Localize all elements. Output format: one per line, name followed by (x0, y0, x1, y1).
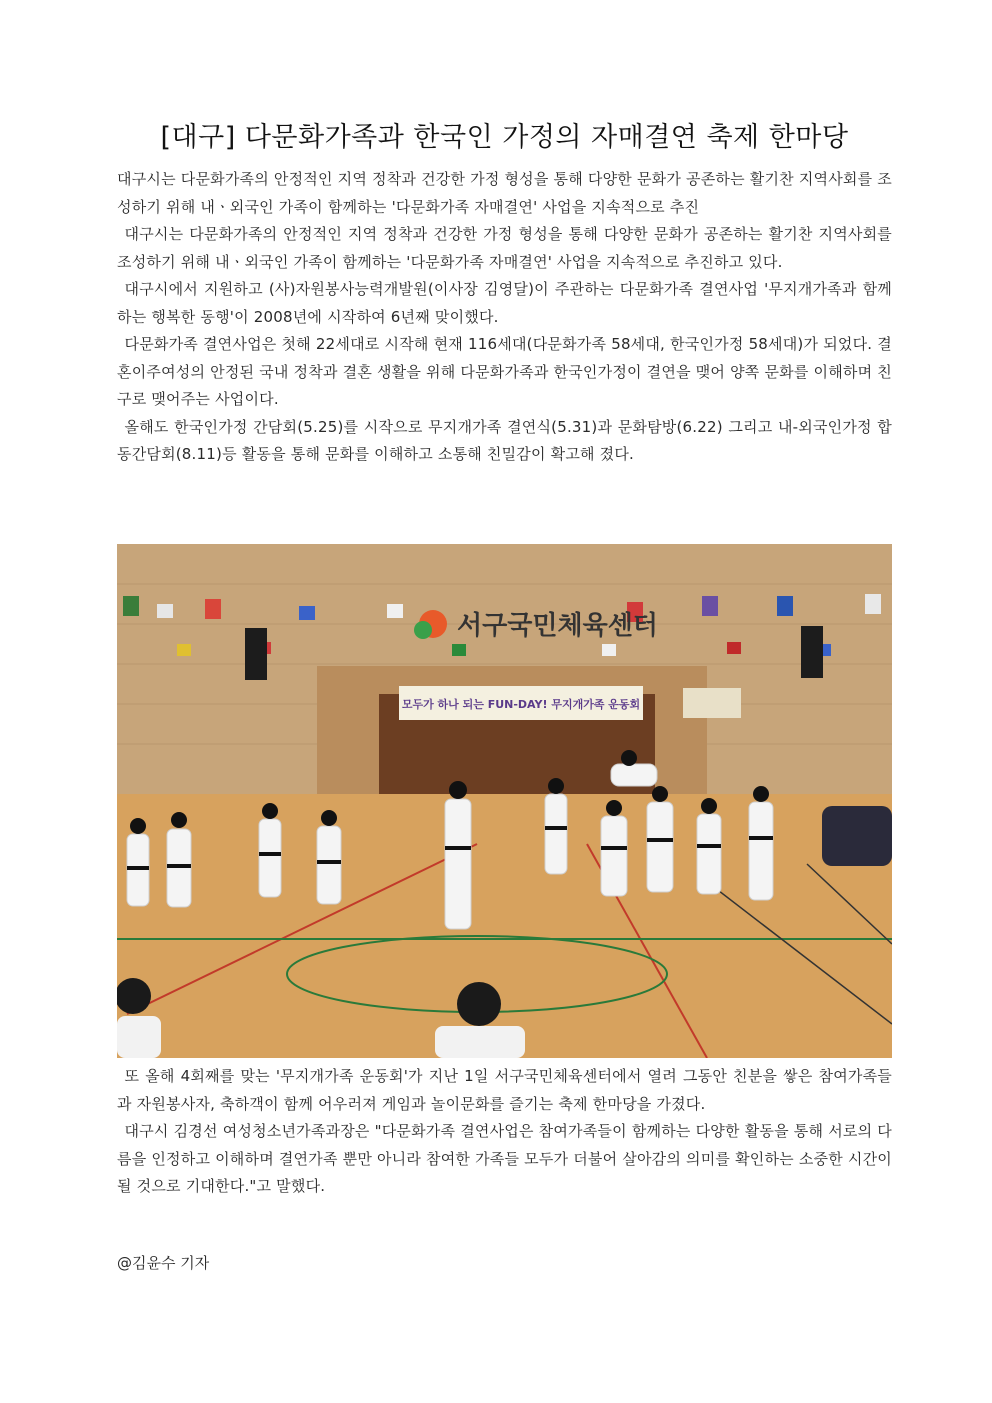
article-paragraph: 다문화가족 결연사업은 첫해 22세대로 시작해 현재 116세대(다문화가족 58세대, 한국인가정 58세대)가 되었다. 결혼이주여성의 안정된 국내 정착과 결혼 생활을 위해 다문화가족과 한국인가정이 결연을 맺어 양쪽 문화를 이해하며 친구로 맺어주는 사업이다. (117, 335, 892, 408)
article-paragraph: 대구시는 다문화가족의 안정적인 지역 정착과 건강한 가정 형성을 통해 다양한 문화가 공존하는 활기찬 지역사회를 조성하기 위해 내ㆍ외국인 가족이 함께하는 '다문화가족 자매결연' 사업을 지속적으로 추진하고 있다. (117, 225, 892, 271)
article-title: [대구] 다문화가족과 한국인 가정의 자매결연 축제 한마당 (160, 122, 849, 153)
article-body-bottom (117, 1063, 892, 1201)
article-lead: 대구시는 다문화가족의 안정적인 지역 정착과 건강한 가정 형성을 통해 다양한 문화가 공존하는 활기찬 지역사회를 조성하기 위해 내ㆍ외국인 가족이 함께하는 '다문화가족 자매결연' 사업을 지속적으로 추진 (117, 170, 892, 216)
event-banner: 모두가 하나 되는 FUN-DAY! 무지개가족 운동회 (401, 698, 641, 711)
article-paragraph: 대구시 김경선 여성청소년가족과장은 "다문화가족 결연사업은 참여가족들이 함께하는 다양한 활동을 통해 서로의 다름을 인정하고 이해하며 결연가족 뿐만 아니라 참여한 가족들 모두가 더불어 살아감의 의미를 확인하는 소중한 시간이 될 것으로 기대한다."고 말했다. (117, 1122, 892, 1195)
article-body-top (117, 166, 892, 469)
article-paragraph: 또 올해 4회째를 맞는 '무지개가족 운동회'가 지난 1일 서구국민체육센터에서 열려 그동안 친분을 쌓은 참여가족들과 자원봉사자, 축하객이 함께 어우러져 게임과 놀이문화를 즐기는 축제 한마당을 가졌다. (117, 1067, 892, 1113)
venue-sign: 서구국민체육센터 (457, 611, 658, 641)
taekwondo-demo-photo (117, 544, 892, 1058)
article-photo (117, 544, 892, 1058)
article-paragraph: 올해도 한국인가정 간담회(5.25)를 시작으로 무지개가족 결연식(5.31)과 문화탐방(6.22) 그리고 내-외국인가정 합동간담회(8.11)등 활동을 통해 문화를 이해하고 소통해 친밀감이 확고해 졌다. (117, 417, 892, 463)
article-paragraph: 대구시에서 지원하고 (사)자원봉사능력개발원(이사장 김영달)이 주관하는 다문화가족 결연사업 '무지개가족과 함께하는 행복한 동행'이 2008년에 시작하여 6년째 맞이했다. (117, 280, 892, 326)
article-byline: @김윤수 기자 (117, 1254, 210, 1272)
